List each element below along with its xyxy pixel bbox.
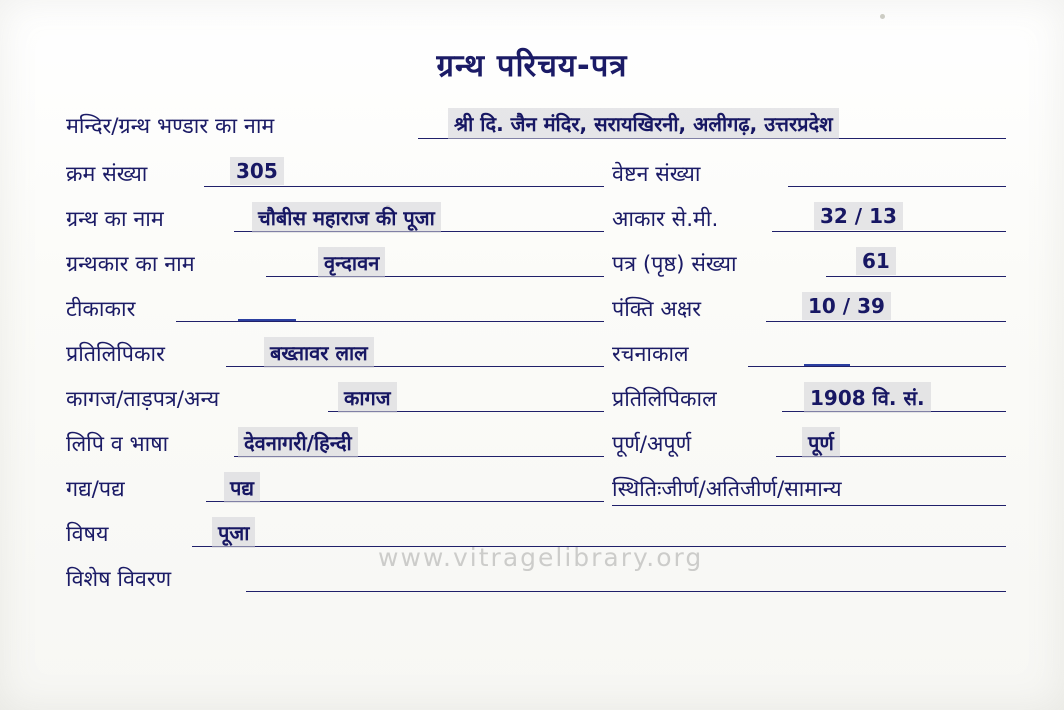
value-folio-count: 61: [856, 247, 896, 275]
label-complete-incomplete: पूर्ण/अपूर्ण: [612, 432, 692, 457]
form-row-special-notes: [66, 561, 1006, 606]
label-material: कागज/ताड़पत्र/अन्य: [66, 387, 220, 412]
form-row-manuscript-name: [66, 201, 1006, 246]
value-scribe: बख्तावर लाल: [264, 337, 374, 368]
label-commentator: टीकाकार: [66, 297, 136, 322]
label-special-notes: विशेष विवरण: [66, 567, 172, 592]
label-temple-name: मन्दिर/ग्रन्थ भण्डार का नाम: [66, 114, 275, 139]
value-copy-date: 1908 वि. सं.: [804, 382, 931, 413]
label-script-language: लिपि व भाषा: [66, 432, 169, 457]
form-row-serial-number: [66, 156, 1006, 201]
page-title: ग्रन्थ परिचय-पत्र: [436, 48, 628, 84]
label-copy-date: प्रतिलिपिकाल: [612, 387, 717, 412]
form-row-temple-name: [66, 108, 1006, 156]
value-temple-name: श्री दि. जैन मंदिर, सरायखिरनी, अलीगढ़, उत्तरप्रदेश: [448, 108, 839, 139]
rule: [772, 231, 1006, 232]
value-prose-verse: पद्य: [224, 472, 260, 503]
form-row-scribe: [66, 336, 1006, 381]
label-lines-letters: पंक्ति अक्षर: [612, 297, 702, 322]
rule: [204, 186, 604, 187]
value-author-name: वृन्दावन: [318, 247, 385, 278]
label-condition: स्थितिःजीर्ण/अतिजीर्ण/सामान्य: [612, 477, 842, 502]
value-serial-number: 305: [230, 157, 284, 185]
form-row-subject: [66, 516, 1006, 561]
label-scribe: प्रतिलिपिकार: [66, 342, 165, 367]
pen-stroke-composition-date: [804, 364, 850, 366]
label-manuscript-name: ग्रन्थ का नाम: [66, 207, 164, 232]
rule: [246, 591, 1006, 592]
label-prose-verse: गद्य/पद्य: [66, 477, 125, 502]
form-row-author-name: [66, 246, 1006, 291]
rule: [788, 186, 1006, 187]
label-size-cm: आकार से.मी.: [612, 207, 719, 232]
value-material: कागज: [338, 382, 397, 413]
label-wrapper-number: वेष्टन संख्या: [612, 162, 701, 187]
form-row-material: [66, 381, 1006, 426]
form-row-script-language: [66, 426, 1006, 471]
site-watermark: www.vitragelibrary.org: [378, 543, 704, 572]
value-subject: पूजा: [212, 517, 255, 548]
catalog-form: [66, 108, 1006, 606]
rule: [748, 366, 1006, 367]
pen-stroke-commentator: [238, 319, 296, 321]
rule: [826, 276, 1006, 277]
label-author-name: ग्रन्थकार का नाम: [66, 252, 195, 277]
value-manuscript-name: चौबीस महाराज की पूजा: [252, 202, 441, 233]
value-script-language: देवनागरी/हिन्दी: [238, 427, 358, 458]
paper-speck: [880, 14, 885, 19]
rule: [192, 546, 1006, 547]
value-lines-letters: 10 / 39: [802, 292, 891, 320]
label-serial-number: क्रम संख्या: [66, 162, 148, 187]
form-row-prose-verse: [66, 471, 1006, 516]
rule: [766, 321, 1006, 322]
rule: [612, 505, 1006, 506]
rule: [266, 276, 604, 277]
label-subject: विषय: [66, 522, 109, 547]
label-folio-count: पत्र (पृष्ठ) संख्या: [612, 252, 737, 277]
value-complete-incomplete: पूर्ण: [802, 427, 840, 458]
rule: [176, 321, 604, 322]
value-size-cm: 32 / 13: [814, 202, 903, 230]
form-row-commentator: [66, 291, 1006, 336]
label-composition-date: रचनाकाल: [612, 342, 689, 367]
rule: [206, 501, 604, 502]
